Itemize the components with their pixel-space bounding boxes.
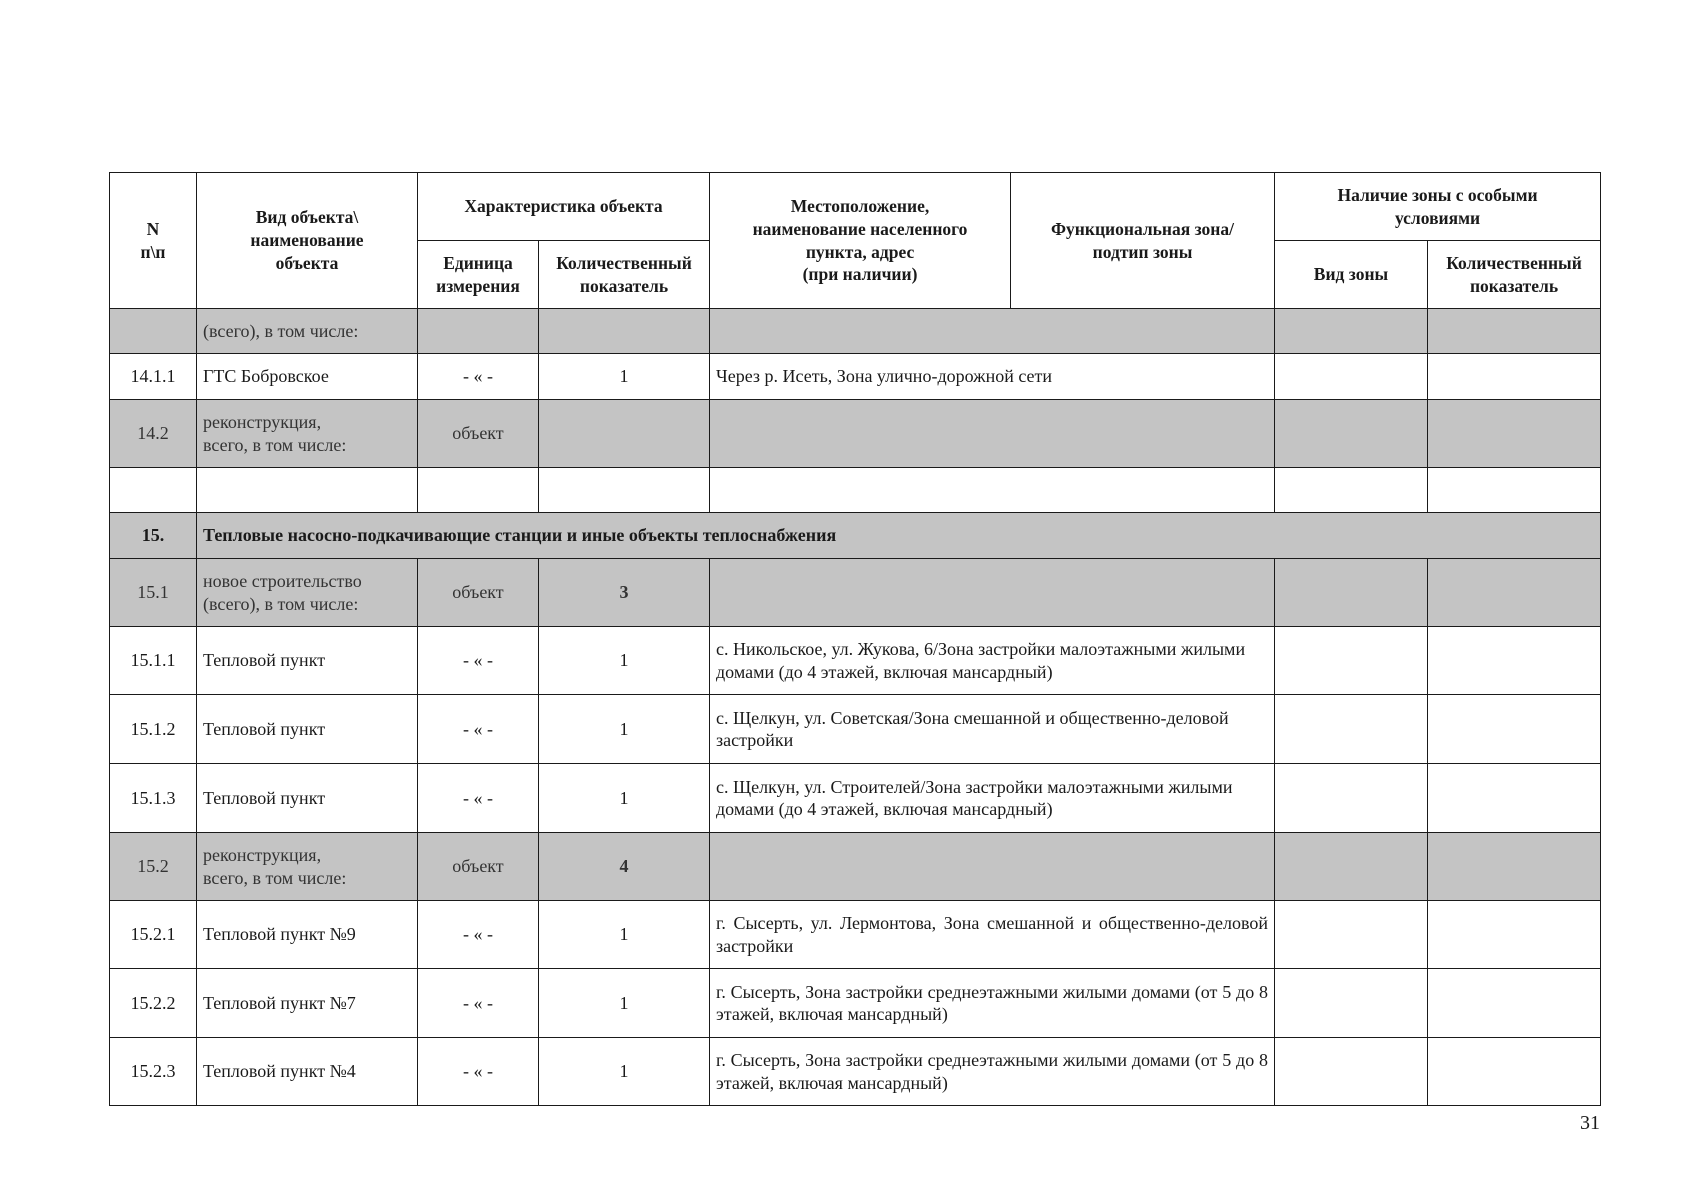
cell-unit: - « - <box>418 695 539 764</box>
header-location: Местоположение, наименование населенного пункта, адрес (при наличии) <box>710 173 1011 309</box>
cell-zone-qty <box>1428 901 1601 969</box>
cell-unit: - « - <box>418 969 539 1038</box>
cell-num: 15.2.1 <box>110 901 197 969</box>
cell-num: 15.1.3 <box>110 764 197 833</box>
table-body <box>110 309 1601 1106</box>
cell-zone-qty <box>1428 764 1601 833</box>
cell-zone-qty <box>1428 309 1601 354</box>
header-special-zone: Наличие зоны с особыми условиями <box>1275 173 1601 241</box>
cell-qty: 1 <box>539 695 710 764</box>
table-row <box>110 400 1601 468</box>
header-object-type: Вид объекта\ наименование объекта <box>197 173 418 309</box>
cell-num: 14.2 <box>110 400 197 468</box>
cell-zone-type <box>1275 1038 1428 1106</box>
cell-name <box>197 468 418 513</box>
cell-num: 15.2.3 <box>110 1038 197 1106</box>
cell-unit: - « - <box>418 627 539 695</box>
cell-zone-qty <box>1428 627 1601 695</box>
cell-name: Тепловой пункт <box>197 627 418 695</box>
cell-zone-type <box>1275 468 1428 513</box>
cell-location <box>710 559 1275 627</box>
cell-zone-type <box>1275 400 1428 468</box>
cell-zone-type <box>1275 901 1428 969</box>
cell-unit <box>418 468 539 513</box>
cell-zone-type <box>1275 969 1428 1038</box>
cell-unit: - « - <box>418 764 539 833</box>
cell-qty: 1 <box>539 1038 710 1106</box>
header-num: N п\п <box>110 173 197 309</box>
cell-unit: объект <box>418 400 539 468</box>
cell-qty <box>539 309 710 354</box>
cell-num: 15.2 <box>110 833 197 901</box>
cell-name: реконструкция, всего, в том числе: <box>197 833 418 901</box>
section-row <box>110 513 1601 559</box>
header-zone-quantity: Количественный показатель <box>1428 241 1601 309</box>
cell-location: г. Сысерть, ул. Лермонтова, Зона смешанной и общественно-деловой застройки <box>710 901 1275 969</box>
table-row <box>110 468 1601 513</box>
table-row <box>110 309 1601 354</box>
header-quantity: Количественный показатель <box>539 241 710 309</box>
cell-name: Тепловой пункт №7 <box>197 969 418 1038</box>
cell-zone-qty <box>1428 969 1601 1038</box>
cell-unit <box>418 309 539 354</box>
cell-zone-type <box>1275 354 1428 400</box>
cell-unit: объект <box>418 833 539 901</box>
table-row <box>110 969 1601 1038</box>
table-row <box>110 1038 1601 1106</box>
cell-num: 14.1.1 <box>110 354 197 400</box>
cell-num <box>110 309 197 354</box>
header-unit: Единица измерения <box>418 241 539 309</box>
cell-zone-type <box>1275 695 1428 764</box>
cell-name: новое строительство (всего), в том числе: <box>197 559 418 627</box>
cell-zone-qty <box>1428 468 1601 513</box>
cell-num: 15.2.2 <box>110 969 197 1038</box>
cell-location: г. Сысерть, Зона застройки среднеэтажными жилыми домами (от 5 до 8 этажей, включая мансардный) <box>710 1038 1275 1106</box>
cell-num: 15.1 <box>110 559 197 627</box>
cell-unit: - « - <box>418 901 539 969</box>
cell-unit: - « - <box>418 1038 539 1106</box>
cell-name: ГТС Бобровское <box>197 354 418 400</box>
page-number: 31 <box>1580 1112 1600 1134</box>
cell-qty: 1 <box>539 354 710 400</box>
cell-name: Тепловой пункт <box>197 695 418 764</box>
cell-zone-qty <box>1428 833 1601 901</box>
cell-num: 15.1.2 <box>110 695 197 764</box>
cell-qty: 1 <box>539 969 710 1038</box>
cell-num: 15. <box>110 513 197 559</box>
cell-name: Тепловой пункт №9 <box>197 901 418 969</box>
cell-unit: - « - <box>418 354 539 400</box>
objects-table <box>109 172 1601 1106</box>
table-row <box>110 764 1601 833</box>
cell-location: с. Щелкун, ул. Советская/Зона смешанной и общественно-деловой застройки <box>710 695 1275 764</box>
cell-qty: 1 <box>539 627 710 695</box>
cell-zone-type <box>1275 309 1428 354</box>
cell-zone-qty <box>1428 559 1601 627</box>
cell-location <box>710 468 1275 513</box>
cell-zone-type <box>1275 559 1428 627</box>
cell-location: г. Сысерть, Зона застройки среднеэтажными жилыми домами (от 5 до 8 этажей, включая мансардный) <box>710 969 1275 1038</box>
cell-zone-qty <box>1428 695 1601 764</box>
cell-location <box>710 400 1275 468</box>
table-row <box>110 695 1601 764</box>
cell-zone-type <box>1275 833 1428 901</box>
cell-name: реконструкция, всего, в том числе: <box>197 400 418 468</box>
header-zone-type: Вид зоны <box>1275 241 1428 309</box>
table-row <box>110 627 1601 695</box>
cell-location <box>710 309 1275 354</box>
cell-num: 15.1.1 <box>110 627 197 695</box>
cell-location: Через р. Исеть, Зона улично-дорожной сети <box>710 354 1275 400</box>
cell-name: Тепловой пункт №4 <box>197 1038 418 1106</box>
cell-num <box>110 468 197 513</box>
cell-name: (всего), в том числе: <box>197 309 418 354</box>
header-characteristic: Характеристика объекта <box>418 173 710 241</box>
cell-name: Тепловой пункт <box>197 764 418 833</box>
cell-qty: 4 <box>539 833 710 901</box>
cell-zone-type <box>1275 627 1428 695</box>
cell-qty <box>539 400 710 468</box>
cell-qty: 1 <box>539 764 710 833</box>
table-row <box>110 559 1601 627</box>
table-row <box>110 354 1601 400</box>
cell-location: с. Никольское, ул. Жукова, 6/Зона застройки малоэтажными жилыми домами (до 4 этажей, включая мансардный) <box>710 627 1275 695</box>
cell-qty: 3 <box>539 559 710 627</box>
cell-zone-qty <box>1428 1038 1601 1106</box>
cell-qty <box>539 468 710 513</box>
cell-zone-qty <box>1428 354 1601 400</box>
cell-location <box>710 833 1275 901</box>
section-title: Тепловые насосно-подкачивающие станции и иные объекты теплоснабжения <box>197 513 1601 559</box>
cell-location: с. Щелкун, ул. Строителей/Зона застройки малоэтажными жилыми домами (до 4 этажей, включая мансардный) <box>710 764 1275 833</box>
cell-unit: объект <box>418 559 539 627</box>
table-row <box>110 833 1601 901</box>
cell-zone-qty <box>1428 400 1601 468</box>
table-row <box>110 901 1601 969</box>
table-header <box>110 173 1601 309</box>
cell-qty: 1 <box>539 901 710 969</box>
cell-zone-type <box>1275 764 1428 833</box>
header-functional-zone: Функциональная зона/ подтип зоны <box>1011 173 1275 309</box>
